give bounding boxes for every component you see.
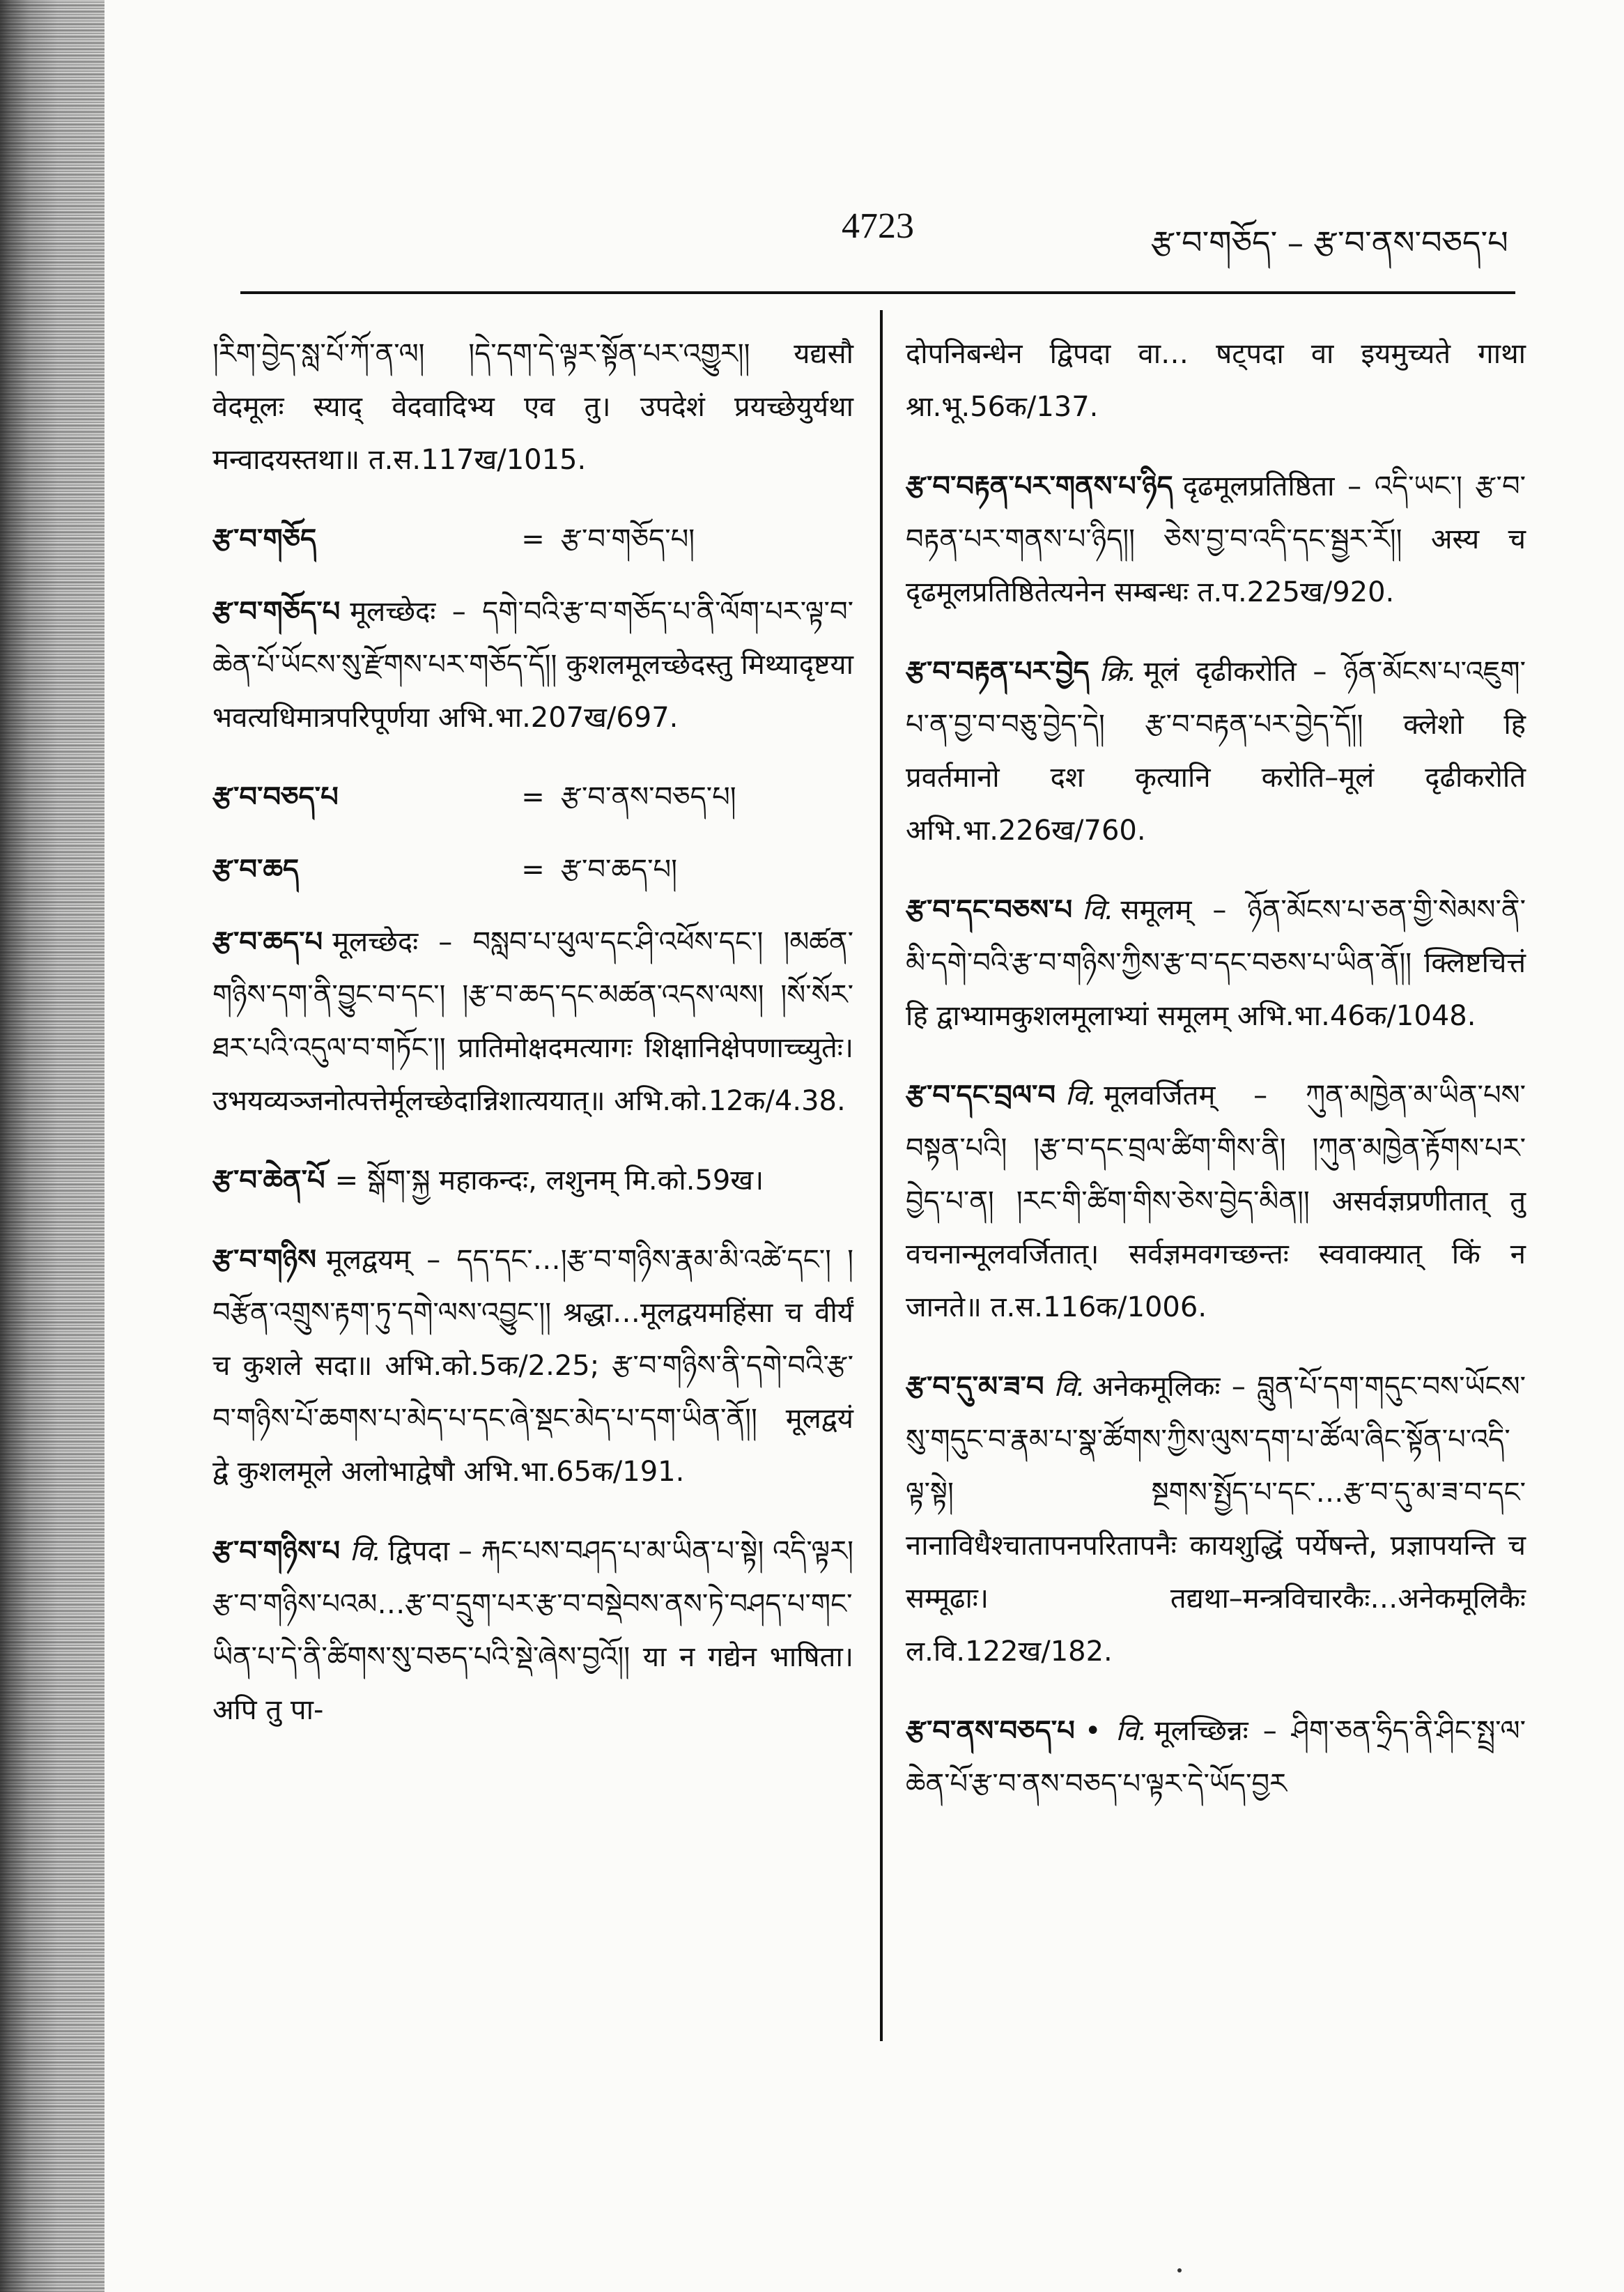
entry-body: समूलम् – ཉོན་མོངས་པ་ཅན་གྱི་སེམས་ནི་མི་དགེ་བའི་རྩ་བ་གཉིས་ཀྱིས་རྩ་བ་དང་བཅས་པ་ཡིན་ནོ།། क्लिष्टचित्तं हि द्वाभ्यामकुशलमूलाभ्यां समूलम् अभि.भा.46क/1048. — [906, 894, 1526, 1032]
cross-reference — [212, 771, 853, 824]
xref-target: རྩ་བ་ནས་བཅད་པ། — [561, 781, 736, 813]
left-column — [212, 328, 853, 1763]
headword: རྩ་བ་བཅད་པ — [212, 781, 339, 813]
headword: རྩ་བ་དང་བཅས་པ — [906, 894, 1073, 926]
entry-body: मूलं दृढीकरोति – ཉོན་མོངས་པ་འཇུག་པ་ན་བྱ་བ་བཅུ་བྱེད་དེ། རྩ་བ་བརྟན་པར་བྱེད་དོ།། क्लेशो हि प्रवर्तमानो दश कृत्यानि करोति–मूलं दृढीकरोति अभि.भा.226ख/760. — [906, 656, 1526, 847]
equals-sign: = — [521, 523, 545, 555]
right-column — [906, 328, 1526, 1837]
entry-body: मूलच्छिन्नः – ཤིག་ཅན་ཧྲིད་ནི་ཤིང་སྤྲ་ལ་ཆེན་པོ་རྩ་བ་ནས་བཅད་པ་ལྟར་དེ་ཡོད་བྱར — [906, 1715, 1526, 1800]
equals-sign: = — [521, 854, 545, 886]
headword: རྩ་བ་བརྟན་པར་བྱེད — [906, 656, 1090, 688]
column-divider — [880, 310, 883, 2192]
dictionary-entry — [906, 884, 1526, 1043]
xref-target: རྩ་བ་གཅོད་པ། — [561, 523, 695, 555]
header-rule — [240, 291, 1515, 294]
headword: རྩ་བ་གཅོད — [212, 523, 317, 555]
scan-speck — [1177, 2268, 1182, 2272]
entry-body: །རིག་བྱེད་སླ་པོ་ཀོ་ན་ལ། །དེ་དག་དེ་ལྟར་སྟོན་པར་འགྱུར།། यद्यसौ वेदमूलः स्याद् वेदवादिभ्य एव तु। उपदेशं प्रयच्छेयुर्यथा मन्वादयस्तथा॥ त.स.117ख/1015. — [212, 338, 853, 476]
dictionary-entry — [906, 460, 1526, 619]
entry-body: मूलच्छेदः – དགེ་བའི་རྩ་བ་གཅོད་པ་ནི་ལོག་པར་ལྟ་བ་ཆེན་པོ་ཡོངས་སུ་རྫོགས་པར་གཅོད་དོ།། कुशलमूलच्छेदस्तु मिथ्यादृष्टया भवत्यधिमात्रपरिपूर्णया अभि.भा.207ख/697. — [212, 596, 853, 734]
headword: རྩ་བ་གཅོད་པ — [212, 596, 341, 628]
entry-body: दृढमूलप्रतिष्ठिता – འདི་ཡང་། རྩ་བ་བརྟན་པར་གནས་པ་ཉིད།། ཅེས་བྱ་བ་འདི་དང་སྦྱར་རོ།། अस्य च दृढमूलप्रतिष्ठितेत्यनेन सम्बन्धः त.प.225ख/920. — [906, 470, 1526, 608]
headword: རྩ་བ་དུ་མ་ཟ་བ — [906, 1371, 1044, 1403]
headword: རྩ་བ་ནས་བཅད་པ — [906, 1715, 1075, 1747]
grammar-label: वि. — [1053, 1371, 1085, 1403]
headword: རྩ་བ་ཆེན་པོ — [212, 1164, 325, 1197]
dictionary-entry — [906, 645, 1526, 857]
dictionary-entry — [212, 1525, 853, 1737]
running-head: རྩ་བ་གཅོད་ – རྩ་བ་ནས་བཅད་པ — [1151, 224, 1508, 261]
dictionary-entry — [212, 916, 853, 1128]
entry-body: मूलवर्जितम् – ཀུན་མཁྱེན་མ་ཡིན་པས་བསྟན་པའི། །རྩ་བ་དང་བྲལ་ཚིག་གིས་ནི། །ཀུན་མཁྱེན་རྟོགས་པར་བྱེད་པ་ན། །རང་གི་ཚིག་གིས་ཅེས་བྱེད་མིན།། असर्वज्ञप्रणीतात् तु वचनान्मूलवर्जितात्। सर्वज्ञमवगच्छन्तः स्ववाक्यात् किं न जानते॥ त.स.116क/1006. — [906, 1079, 1526, 1323]
entry-body: द्विपदा – རྐང་པས་བཤད་པ་མ་ཡིན་པ་སྟེ། འདི་ལྟར། རྩ་བ་གཉིས་པའམ…རྩ་བ་དྲུག་པར་རྩ་བ་བསྡེབས་ནས་ཏེ་བཤད་པ་གང་ཡིན་པ་དེ་ནི་ཚིགས་སུ་བཅད་པའི་སྡེ་ཞེས་བྱའོ།། या न गद्येन भाषिता। अपि तु पा- — [212, 1535, 853, 1726]
headword: རྩ་བ་བརྟན་པར་གནས་པ་ཉིད — [906, 470, 1173, 502]
page-number: 4723 — [842, 206, 914, 246]
entry-body: = སྒོག་སྐྱ महाकन्दः, लशुनम् मि.को.59ख। — [334, 1164, 764, 1197]
headword: རྩ་བ་གཉིས — [212, 1244, 316, 1276]
dictionary-entry — [212, 1233, 853, 1498]
cross-reference — [212, 843, 853, 896]
headword: རྩ་བ་ཆད — [212, 854, 300, 886]
grammar-label: • वि. — [1084, 1715, 1147, 1747]
equals-sign: = — [521, 781, 545, 813]
headword: རྩ་བ་དང་བྲལ་བ — [906, 1079, 1055, 1112]
grammar-label: वि. — [1065, 1079, 1097, 1112]
xref-target: རྩ་བ་ཆད་པ། — [561, 854, 677, 886]
entry-continuation — [212, 328, 853, 486]
dictionary-entry — [906, 1705, 1526, 1810]
dictionary-entry — [212, 1154, 853, 1207]
dictionary-entry — [906, 1069, 1526, 1334]
headword: རྩ་བ་གཉིས་པ — [212, 1535, 341, 1567]
headword: རྩ་བ་ཆད་པ — [212, 926, 323, 958]
dictionary-entry — [212, 585, 853, 744]
grammar-label: वि. — [350, 1535, 382, 1567]
scan-edge-artifact — [0, 0, 105, 2292]
cross-reference — [212, 513, 853, 566]
entry-body: मूलच्छेदः – བསླབ་པ་ཕུལ་དང་ཤི་འཕོས་དང་། །མཚན་གཉིས་དག་ནི་བྱུང་བ་དང་། །རྩ་བ་ཆད་དང་མཚན་འདས་ལས། །སོ་སོར་ཐར་པའི་འདུལ་བ་གཏོང་།། प्रातिमोक्षदमत्यागः शिक्षानिक्षेपणाच्च्युतेः। उभयव्यञ्जनोत्पत्तेर्मूलच्छेदान्निशात्ययात्॥ अभि.को.12क/4.38. — [212, 926, 853, 1117]
dictionary-entry — [906, 1360, 1526, 1678]
grammar-label: वि. — [1082, 894, 1114, 926]
entry-body: मूलद्वयम् – དད་དང་…།རྩ་བ་གཉིས་རྣམ་མི་འཚེ་དང་། །བརྩོན་འགྲུས་རྟག་ཏུ་དགེ་ལས་འབྱུང་།། श्रद्धा…मूलद्वयमहिंसा च वीर्यं च कुशले सदा॥ अभि.को.5क/2.25; རྩ་བ་གཉིས་ནི་དགེ་བའི་རྩ་བ་གཉིས་པོ་ཆགས་པ་མེད་པ་དང་ཞེ་སྡང་མེད་པ་དག་ཡིན་ནོ།། मूलद्वयं द्वे कुशलमूले अलोभाद्वेषौ अभि.भा.65क/191. — [212, 1244, 853, 1488]
entry-continuation — [906, 328, 1526, 433]
entry-body: दोपनिबन्धेन द्विपदा वा… षट्पदा वा इयमुच्यते गाथा श्रा.भू.56क/137. — [906, 338, 1526, 423]
grammar-label: क्रि. — [1099, 656, 1137, 688]
entry-body: अनेकमूलिकः – བླུན་པོ་དག་གདུང་བས་ཡོངས་སུ་གདུང་བ་རྣམ་པ་སྣ་ཚོགས་ཀྱིས་ལུས་དག་པ་ཚོལ་ཞིང་སྟོན་པ་འདི་ལྟ་སྟེ། སྔགས་སྤྱོད་པ་དང་…རྩ་བ་དུ་མ་ཟ་བ་དང་ नानाविधैश्चातापनपरितापनैः कायशुद्धिं पर्येषन्ते, प्रज्ञापयन्ति च सम्मूढाः। तद्यथा–मन्त्रविचारकैः…अनेकमूलिकैः ल.वि.122ख/182. — [906, 1371, 1526, 1668]
